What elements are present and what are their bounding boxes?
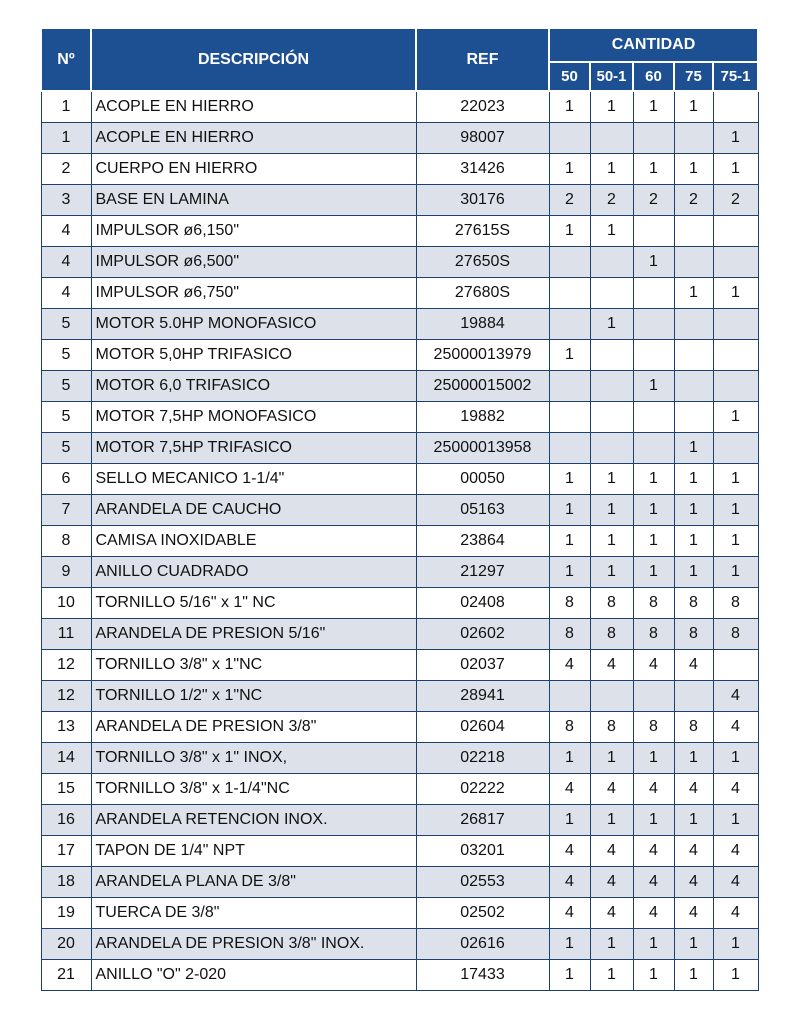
row-qty-cell [633,433,674,464]
row-qty-cell [713,433,758,464]
row-qty-cell: 4 [633,774,674,805]
row-qty-cell: 1 [633,247,674,278]
table-row [41,557,758,588]
row-description: MOTOR 7,5HP TRIFASICO [91,433,416,464]
table-row [41,123,758,154]
row-qty-cell: 8 [549,712,590,743]
row-qty-cell: 1 [674,91,713,123]
table-row [41,464,758,495]
table-row [41,433,758,464]
row-qty-cell: 1 [713,743,758,774]
row-description: TORNILLO 1/2" x 1"NC [91,681,416,712]
row-qty-cell [713,91,758,123]
row-qty-cell: 1 [713,929,758,960]
row-qty-cell: 1 [713,464,758,495]
row-qty-cell [590,371,633,402]
row-qty-cell: 4 [674,650,713,681]
row-qty-cell: 1 [549,557,590,588]
row-ref: 27680S [416,278,549,309]
row-qty-cell: 4 [713,867,758,898]
row-qty-cell: 4 [633,898,674,929]
table-row [41,960,758,991]
row-qty-cell: 1 [633,805,674,836]
row-qty-cell [713,309,758,340]
row-description: ANILLO "O" 2-020 [91,960,416,991]
row-qty-cell [549,371,590,402]
row-qty-cell: 8 [590,588,633,619]
row-qty-cell: 1 [590,929,633,960]
row-ref: 02037 [416,650,549,681]
row-ref: 21297 [416,557,549,588]
row-qty-cell: 1 [674,433,713,464]
row-qty-cell: 4 [674,867,713,898]
row-qty-cell [549,681,590,712]
row-qty-cell [633,216,674,247]
row-qty-cell [633,123,674,154]
row-num: 15 [41,774,91,805]
row-num: 18 [41,867,91,898]
row-ref: 31426 [416,154,549,185]
row-qty-cell: 4 [590,867,633,898]
row-num: 8 [41,526,91,557]
row-qty-cell: 1 [674,495,713,526]
row-qty-cell: 1 [590,309,633,340]
table-row [41,185,758,216]
row-description: ARANDELA PLANA DE 3/8" [91,867,416,898]
row-qty-cell: 4 [549,867,590,898]
row-description: TORNILLO 3/8" x 1"NC [91,650,416,681]
header-quantity: CANTIDAD [549,28,758,62]
row-qty-cell: 1 [590,743,633,774]
row-qty-cell: 4 [590,898,633,929]
row-num: 4 [41,216,91,247]
row-qty-cell [549,433,590,464]
row-qty-cell: 1 [713,154,758,185]
row-description: ARANDELA DE CAUCHO [91,495,416,526]
table-row [41,867,758,898]
header-ref: REF [416,28,549,91]
row-description: ARANDELA DE PRESION 5/16" [91,619,416,650]
row-qty-cell [549,278,590,309]
row-qty-cell: 1 [633,526,674,557]
row-qty-cell [633,402,674,433]
table-row [41,309,758,340]
row-num: 21 [41,960,91,991]
row-qty-cell [549,247,590,278]
row-description: ARANDELA DE PRESION 3/8" [91,712,416,743]
row-description: ACOPLE EN HIERRO [91,123,416,154]
row-qty-cell: 4 [713,774,758,805]
row-qty-cell: 4 [633,650,674,681]
row-num: 5 [41,309,91,340]
row-description: CAMISA INOXIDABLE [91,526,416,557]
row-num: 20 [41,929,91,960]
row-qty-cell: 1 [549,495,590,526]
row-qty-cell: 2 [549,185,590,216]
table-row [41,650,758,681]
row-description: IMPULSOR ø6,750" [91,278,416,309]
row-ref: 02616 [416,929,549,960]
row-qty-cell: 8 [633,588,674,619]
row-qty-cell: 1 [590,154,633,185]
table-row [41,91,758,123]
row-qty-cell: 8 [674,588,713,619]
row-ref: 25000013979 [416,340,549,371]
row-qty-cell: 2 [674,185,713,216]
row-qty-cell: 1 [633,371,674,402]
row-qty-cell: 1 [674,557,713,588]
row-qty-cell: 8 [633,619,674,650]
row-qty-cell: 1 [633,743,674,774]
row-ref: 17433 [416,960,549,991]
row-ref: 23864 [416,526,549,557]
row-qty-cell: 1 [633,464,674,495]
row-ref: 03201 [416,836,549,867]
row-ref: 30176 [416,185,549,216]
row-qty-cell [590,247,633,278]
row-qty-cell: 1 [633,154,674,185]
row-num: 4 [41,278,91,309]
row-qty-cell: 4 [590,774,633,805]
row-num: 5 [41,371,91,402]
row-qty-cell [633,309,674,340]
row-qty-cell: 8 [590,619,633,650]
row-qty-cell [633,681,674,712]
row-qty-cell: 1 [674,526,713,557]
row-ref: 28941 [416,681,549,712]
table-row [41,371,758,402]
parts-table-container [40,27,759,991]
row-qty-cell: 4 [590,650,633,681]
row-num: 9 [41,557,91,588]
row-qty-cell: 1 [549,960,590,991]
row-description: TAPON DE 1/4" NPT [91,836,416,867]
row-qty-cell [674,402,713,433]
row-qty-cell: 8 [674,619,713,650]
row-qty-cell: 1 [674,278,713,309]
row-qty-cell: 1 [674,743,713,774]
row-qty-cell: 1 [713,278,758,309]
row-num: 11 [41,619,91,650]
row-qty-cell: 8 [590,712,633,743]
row-qty-cell: 1 [549,743,590,774]
row-qty-cell: 1 [713,526,758,557]
row-qty-cell: 1 [713,402,758,433]
row-num: 10 [41,588,91,619]
row-qty-cell [674,309,713,340]
row-qty-cell: 4 [674,898,713,929]
row-qty-cell: 4 [549,836,590,867]
row-qty-cell: 1 [633,495,674,526]
row-ref: 02602 [416,619,549,650]
header-model-50: 50 [549,62,590,91]
row-description: IMPULSOR ø6,500" [91,247,416,278]
row-description: TORNILLO 5/16" x 1" NC [91,588,416,619]
row-description: TUERCA DE 3/8" [91,898,416,929]
table-row [41,836,758,867]
row-qty-cell: 4 [713,898,758,929]
header-model-60: 60 [633,62,674,91]
row-qty-cell: 8 [549,588,590,619]
table-row [41,588,758,619]
row-qty-cell: 4 [549,774,590,805]
row-qty-cell: 1 [674,960,713,991]
row-num: 1 [41,91,91,123]
row-qty-cell: 1 [549,216,590,247]
row-qty-cell: 1 [674,805,713,836]
row-qty-cell: 4 [590,836,633,867]
row-qty-cell: 1 [633,91,674,123]
row-qty-cell [674,371,713,402]
row-qty-cell: 2 [713,185,758,216]
row-qty-cell: 1 [633,960,674,991]
row-num: 1 [41,123,91,154]
row-qty-cell: 1 [549,91,590,123]
row-qty-cell: 8 [674,712,713,743]
row-qty-cell: 1 [549,805,590,836]
row-description: ARANDELA DE PRESION 3/8" INOX. [91,929,416,960]
row-qty-cell [713,216,758,247]
row-qty-cell [549,123,590,154]
row-qty-cell: 1 [549,526,590,557]
row-qty-cell [713,247,758,278]
row-qty-cell: 8 [549,619,590,650]
table-row [41,278,758,309]
row-ref: 02218 [416,743,549,774]
row-num: 12 [41,650,91,681]
header-model-75-1: 75-1 [713,62,758,91]
row-qty-cell: 2 [590,185,633,216]
row-description: ANILLO CUADRADO [91,557,416,588]
row-ref: 02553 [416,867,549,898]
row-qty-cell: 4 [713,836,758,867]
table-row [41,154,758,185]
row-ref: 02222 [416,774,549,805]
row-qty-cell: 2 [633,185,674,216]
row-qty-cell: 1 [590,805,633,836]
row-ref: 25000015002 [416,371,549,402]
row-qty-cell: 1 [590,216,633,247]
row-qty-cell: 4 [549,898,590,929]
row-num: 5 [41,433,91,464]
row-description: TORNILLO 3/8" x 1" INOX, [91,743,416,774]
row-ref: 00050 [416,464,549,495]
row-qty-cell: 4 [674,774,713,805]
table-row [41,898,758,929]
row-qty-cell: 1 [549,464,590,495]
row-ref: 02408 [416,588,549,619]
row-ref: 19882 [416,402,549,433]
row-qty-cell: 4 [549,650,590,681]
row-qty-cell [590,681,633,712]
row-description: CUERPO EN HIERRO [91,154,416,185]
table-row [41,495,758,526]
row-description: BASE EN LAMINA [91,185,416,216]
row-num: 3 [41,185,91,216]
row-qty-cell [713,650,758,681]
row-ref: 98007 [416,123,549,154]
row-qty-cell: 1 [674,464,713,495]
table-row [41,216,758,247]
row-ref: 25000013958 [416,433,549,464]
row-qty-cell: 8 [713,588,758,619]
row-qty-cell [590,123,633,154]
row-qty-cell [633,340,674,371]
table-row [41,526,758,557]
row-qty-cell [549,402,590,433]
table-row [41,340,758,371]
row-qty-cell: 4 [633,867,674,898]
row-qty-cell: 1 [713,123,758,154]
row-description: IMPULSOR ø6,150" [91,216,416,247]
header-model-50-1: 50-1 [590,62,633,91]
row-num: 5 [41,402,91,433]
row-qty-cell: 1 [713,805,758,836]
row-qty-cell: 1 [590,960,633,991]
row-qty-cell [674,681,713,712]
header-description: DESCRIPCIÓN [91,28,416,91]
table-row [41,681,758,712]
row-qty-cell [674,216,713,247]
row-num: 16 [41,805,91,836]
table-row [41,743,758,774]
row-qty-cell: 1 [590,464,633,495]
row-qty-cell: 1 [633,929,674,960]
row-qty-cell: 4 [674,836,713,867]
row-description: MOTOR 7,5HP MONOFASICO [91,402,416,433]
row-description: MOTOR 6,0 TRIFASICO [91,371,416,402]
row-qty-cell: 4 [713,681,758,712]
row-qty-cell: 1 [590,91,633,123]
table-row [41,402,758,433]
row-description: ARANDELA RETENCION INOX. [91,805,416,836]
row-qty-cell: 1 [549,340,590,371]
row-num: 12 [41,681,91,712]
row-qty-cell [590,433,633,464]
header-num: Nº [41,28,91,91]
row-qty-cell: 1 [713,495,758,526]
table-row [41,712,758,743]
row-qty-cell: 1 [674,929,713,960]
row-qty-cell: 4 [713,712,758,743]
table-row [41,929,758,960]
row-num: 13 [41,712,91,743]
row-ref: 02502 [416,898,549,929]
row-num: 19 [41,898,91,929]
row-qty-cell: 1 [590,526,633,557]
row-qty-cell: 1 [633,557,674,588]
row-num: 5 [41,340,91,371]
row-num: 17 [41,836,91,867]
row-qty-cell: 1 [549,929,590,960]
row-qty-cell [713,371,758,402]
row-num: 4 [41,247,91,278]
row-qty-cell [549,309,590,340]
table-row [41,805,758,836]
row-num: 7 [41,495,91,526]
row-qty-cell: 4 [633,836,674,867]
table-row [41,247,758,278]
row-description: MOTOR 5.0HP MONOFASICO [91,309,416,340]
header-model-75: 75 [674,62,713,91]
row-ref: 05163 [416,495,549,526]
row-qty-cell: 1 [549,154,590,185]
row-qty-cell: 1 [713,557,758,588]
row-ref: 27650S [416,247,549,278]
row-description: MOTOR 5,0HP TRIFASICO [91,340,416,371]
table-row [41,774,758,805]
row-num: 14 [41,743,91,774]
row-qty-cell [674,247,713,278]
row-qty-cell [590,402,633,433]
row-qty-cell [674,123,713,154]
row-qty-cell [674,340,713,371]
row-qty-cell [590,278,633,309]
row-qty-cell [633,278,674,309]
row-qty-cell: 1 [713,960,758,991]
row-ref: 19884 [416,309,549,340]
row-description: ACOPLE EN HIERRO [91,91,416,123]
row-qty-cell [590,340,633,371]
row-num: 2 [41,154,91,185]
parts-table-body [41,91,758,991]
row-qty-cell: 1 [590,495,633,526]
row-qty-cell: 8 [633,712,674,743]
row-qty-cell: 1 [590,557,633,588]
row-description: SELLO MECANICO 1-1/4" [91,464,416,495]
row-num: 6 [41,464,91,495]
parts-table [40,27,759,991]
row-qty-cell: 8 [713,619,758,650]
row-ref: 02604 [416,712,549,743]
row-ref: 27615S [416,216,549,247]
row-ref: 26817 [416,805,549,836]
table-row [41,619,758,650]
row-ref: 22023 [416,91,549,123]
row-qty-cell: 1 [674,154,713,185]
row-qty-cell [713,340,758,371]
row-description: TORNILLO 3/8" x 1-1/4"NC [91,774,416,805]
